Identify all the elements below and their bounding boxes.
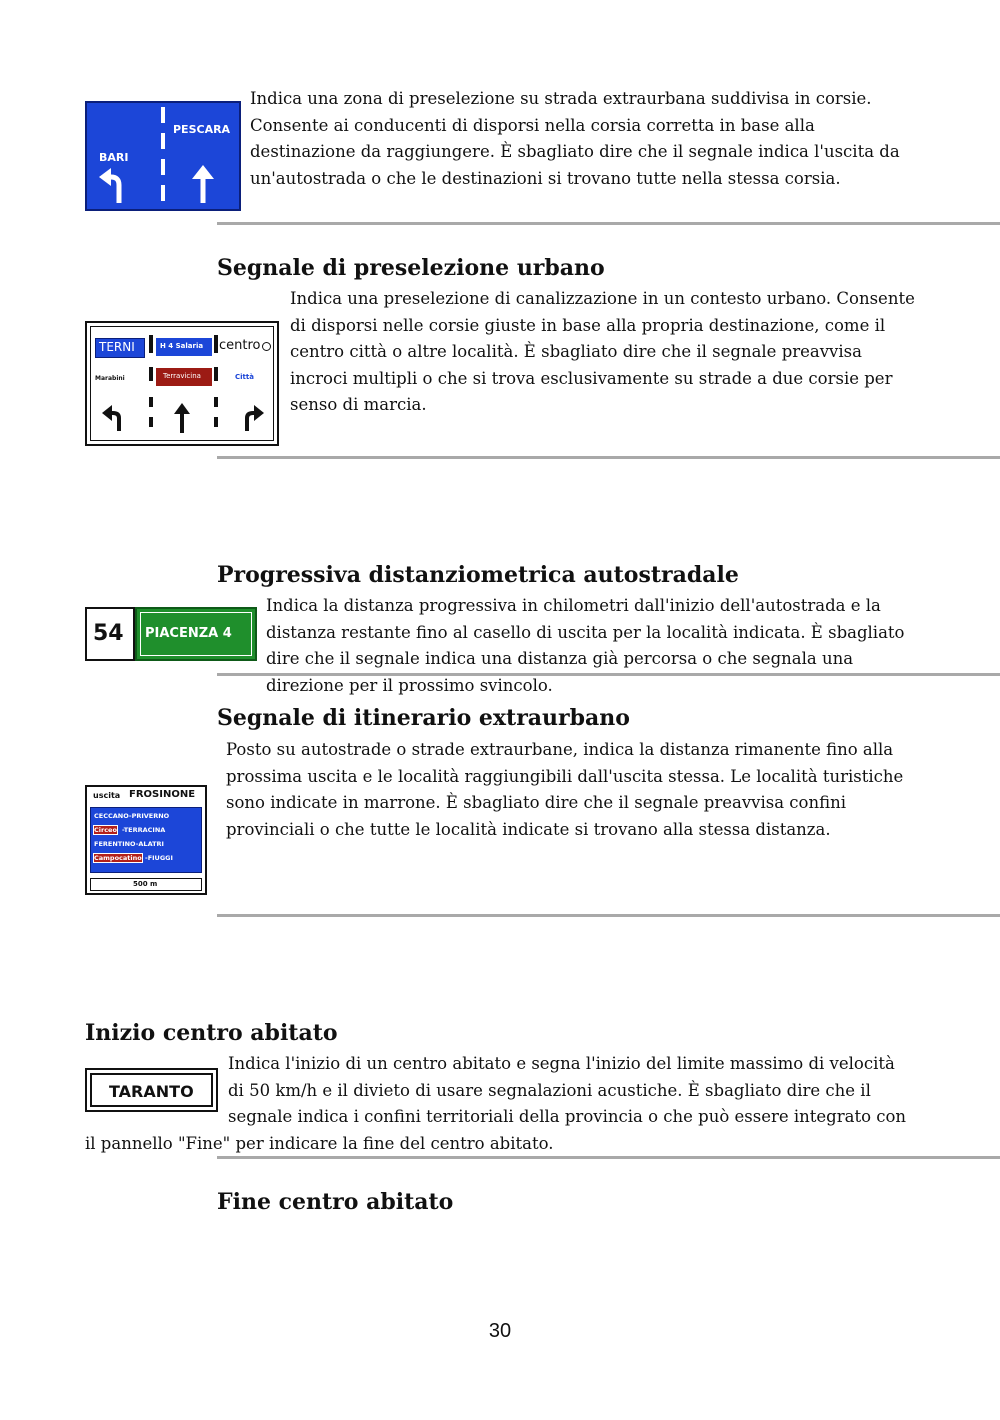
sign-line-3: FERENTINO-ALATRI bbox=[94, 840, 164, 848]
sign-label-pescara: PESCARA bbox=[173, 123, 231, 136]
sign-label-bari: BARI bbox=[99, 151, 129, 164]
divider bbox=[217, 673, 1000, 676]
sign-label-terni: TERNI bbox=[99, 340, 135, 354]
inizio-centro-text-body: Indica l'inizio di un centro abitato e segna l'inizio del limite massimo di velocità di 50 km/h e il divieto di usare segnalazioni acustiche. È sbagliato dire che il segnale indica i confini territoriali della provincia o che può essere integrato con il pannello "Fine" per indicare la fine del centro abitato. bbox=[85, 1054, 907, 1153]
sign-city: TARANTO bbox=[109, 1082, 194, 1101]
sign-label-citta: Città bbox=[235, 373, 254, 381]
sign-label-centro: centro bbox=[219, 338, 261, 353]
sign-distance: 500 m bbox=[133, 880, 158, 888]
preselezione-urbano-text bbox=[85, 286, 915, 420]
preselezione-urbano-text-body: Indica una preselezione di canalizzazione in un contesto urbano. Consente di disporsi nelle corsie giuste in base alla propria destinazione, come il centro città o altre località. È sbagliato dire che il segnale preavvisa incroci multipli o che si trova esclusivamente su strade a due corsie per senso di marcia. bbox=[290, 289, 915, 414]
section-title-preselezione-urbano: Segnale di preselezione urbano bbox=[217, 255, 605, 281]
section-title-fine-centro: Fine centro abitato bbox=[217, 1189, 454, 1215]
sign-line-2-brown: Circeo bbox=[94, 826, 117, 834]
inizio-centro-text bbox=[85, 1051, 915, 1157]
divider bbox=[217, 456, 1000, 459]
preselezione-extraurbana-text: Indica una zona di preselezione su strada extraurbana suddivisa in corsie. Consente ai conducenti di disporsi nella corsia corretta in base alla destinazione da raggiungere. È sbagliato dire che il segnale indica l'uscita da un'autostrada o che le destinazioni si trovano tutte nella stessa corsia. bbox=[250, 89, 900, 188]
sign-label-salaria: H 4 Salaria bbox=[160, 342, 204, 350]
section-title-inizio-centro: Inizio centro abitato bbox=[85, 1020, 338, 1046]
divider bbox=[217, 1156, 1000, 1159]
sign-line-4: -FIUGGI bbox=[145, 854, 173, 862]
section-title-itinerario: Segnale di itinerario extraurbano bbox=[217, 705, 630, 731]
arrow-straight-icon bbox=[191, 165, 215, 205]
sign-city: FROSINONE bbox=[129, 789, 196, 800]
itinerario-text-body: Posto su autostrade o strade extraurbane, indica la distanza rimanente fino alla prossima uscita e le località raggiungibili dall'uscita stessa. Le località turistiche sono indicate in marrone. È sbagliato dire che il segnale preavvisa confini provinciali o che tutte le località indicate si trovano alla stessa distanza. bbox=[226, 740, 904, 839]
section-title-progressiva: Progressiva distanziometrica autostradale bbox=[217, 562, 739, 588]
arrow-left-turn-icon bbox=[97, 167, 131, 205]
progressiva-text: Indica la distanza progressiva in chilometri dall'inizio dell'autostrada e la distanza restante fino al casello di uscita per la località indicata. È sbagliato dire che il segnale indica una distanza già percorsa o che segnala una direzione per il prossimo svincolo. bbox=[266, 596, 905, 695]
itinerario-sign bbox=[85, 785, 207, 895]
sign-uscita: uscita bbox=[93, 791, 121, 800]
sign-label-terravicina: Terravicina bbox=[163, 372, 201, 380]
sign-line-1: CECCANO-PRIVERNO bbox=[94, 812, 170, 820]
sign-dest: PIACENZA 4 bbox=[145, 626, 232, 641]
divider bbox=[217, 222, 1000, 225]
progressiva-sign bbox=[85, 607, 257, 661]
divider bbox=[217, 914, 1000, 917]
sign-line-4-brown: Campocatino bbox=[94, 854, 142, 862]
sign-line-2: -TERRACINA bbox=[122, 826, 166, 834]
itinerario-text bbox=[85, 737, 915, 869]
page-number: 30 bbox=[488, 1320, 512, 1342]
sign-label-marabini: Marabini bbox=[95, 375, 125, 382]
sign-km: 54 bbox=[93, 621, 124, 646]
preselezione-extraurbana-sign bbox=[85, 101, 241, 211]
